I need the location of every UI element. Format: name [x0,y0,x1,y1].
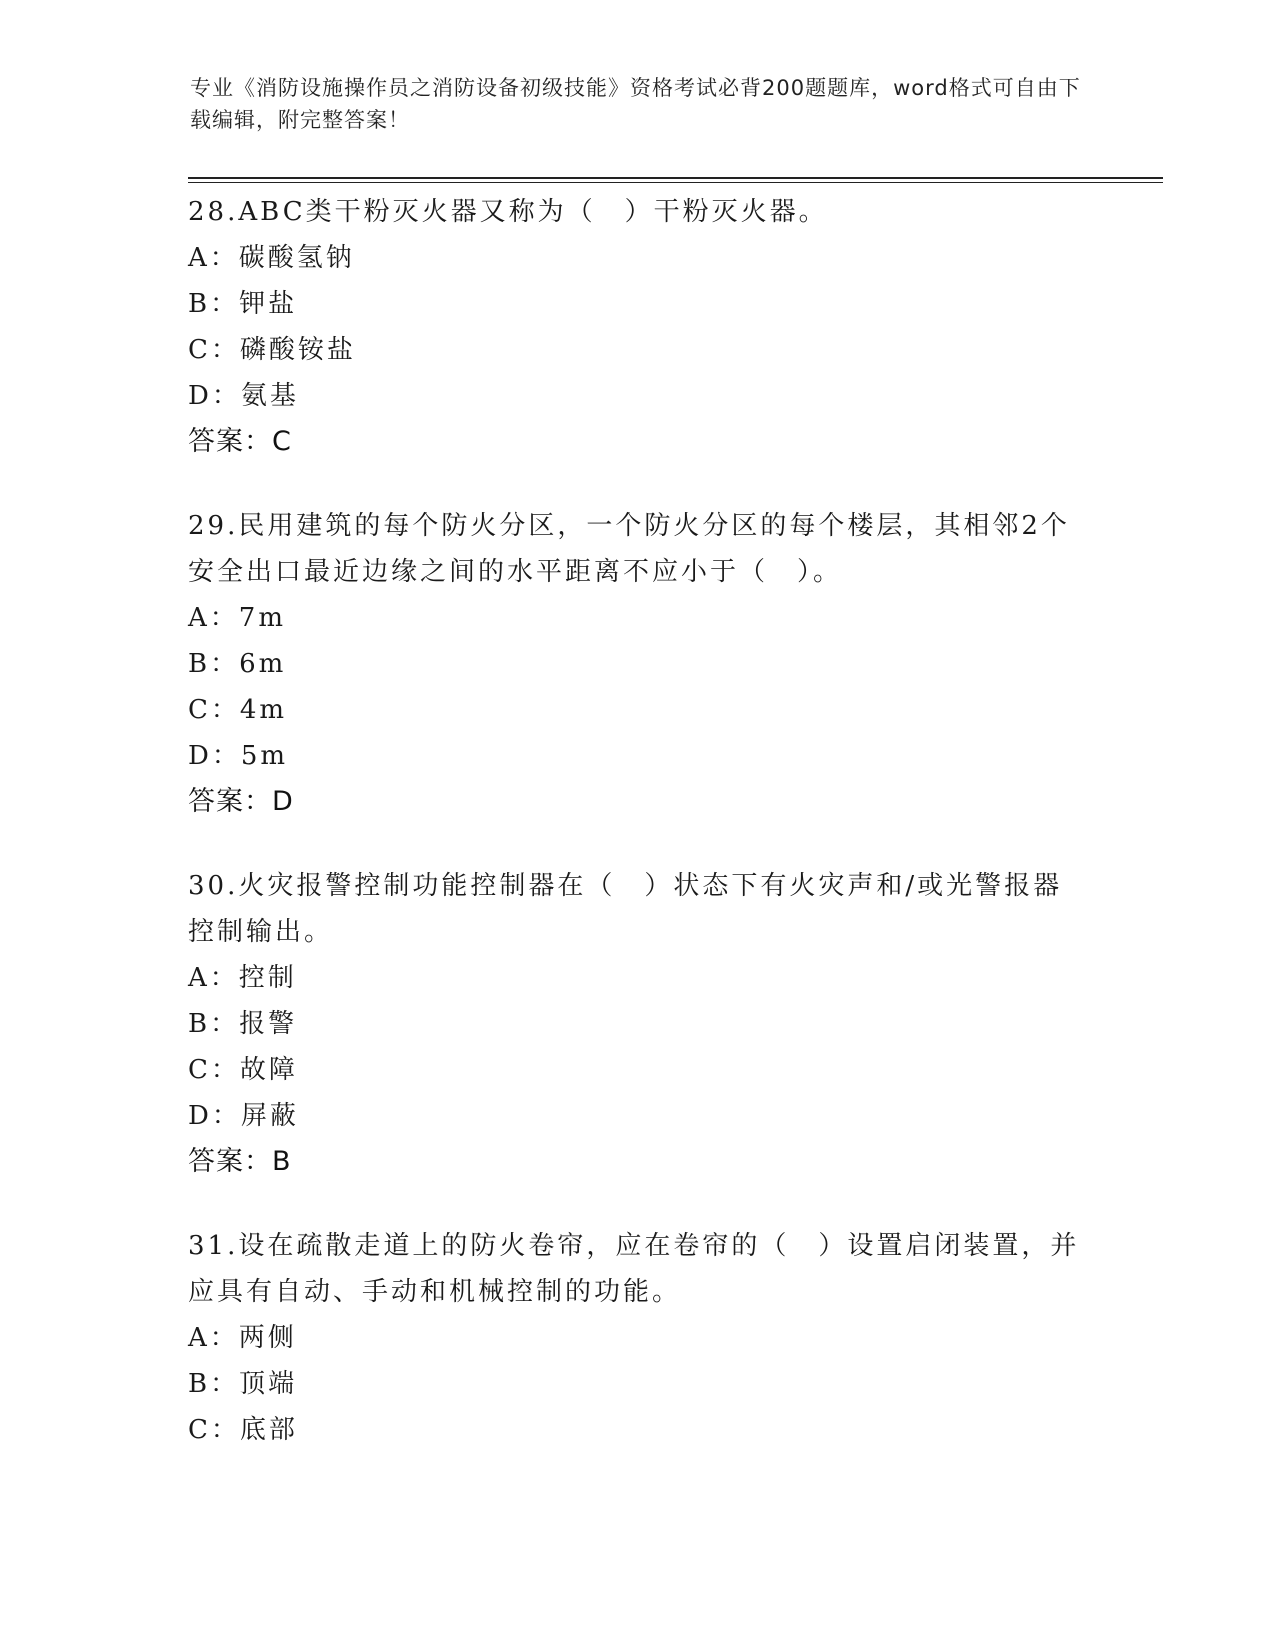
question-stem: 29.民用建筑的每个防火分区，一个防火分区的每个楼层，其相邻2个安全出口最近边缘之间的水平距离不应小于（ ）。 [188,511,1070,587]
option-a: A：两侧 [188,1323,297,1353]
question-31 [188,1223,1088,1453]
answer-line: 答案：B [188,1146,292,1177]
option-c: C：底部 [188,1415,298,1445]
option-c: C：4m [188,695,288,725]
option-b: B：6m [188,649,287,679]
header-divider-thick [188,177,1163,179]
question-28 [188,189,1088,465]
question-stem: 28.ABC类干粉灭火器又称为（ ）干粉灭火器。 [188,197,828,227]
option-a: A：控制 [188,963,297,993]
option-b: B：顶端 [188,1369,298,1399]
option-b: B：报警 [188,1009,298,1039]
option-c: C：磷酸铵盐 [188,335,356,365]
header-divider-thin [188,182,1163,183]
option-a: A：碳酸氢钠 [188,243,355,273]
option-a: A：7m [188,603,286,633]
question-list [188,189,1088,1491]
option-d: D：屏蔽 [188,1101,299,1131]
answer-line: 答案：C [188,426,292,457]
option-d: D：5m [188,741,289,771]
question-stem: 31.设在疏散走道上的防火卷帘，应在卷帘的（ ）设置启闭装置，并应具有自动、手动和机械控制的功能。 [188,1231,1080,1307]
question-stem: 30.火灾报警控制功能控制器在（ ）状态下有火灾声和/或光警报器控制输出。 [188,871,1063,947]
question-30 [188,863,1088,1185]
option-b: B：钾盐 [188,289,298,319]
document-header: 专业《消防设施操作员之消防设备初级技能》资格考试必背200题题库，word格式可自由下载编辑，附完整答案！ [190,76,1081,132]
answer-line: 答案：D [188,786,294,817]
option-c: C：故障 [188,1055,298,1085]
option-d: D：氨基 [188,381,299,411]
question-29 [188,503,1088,825]
